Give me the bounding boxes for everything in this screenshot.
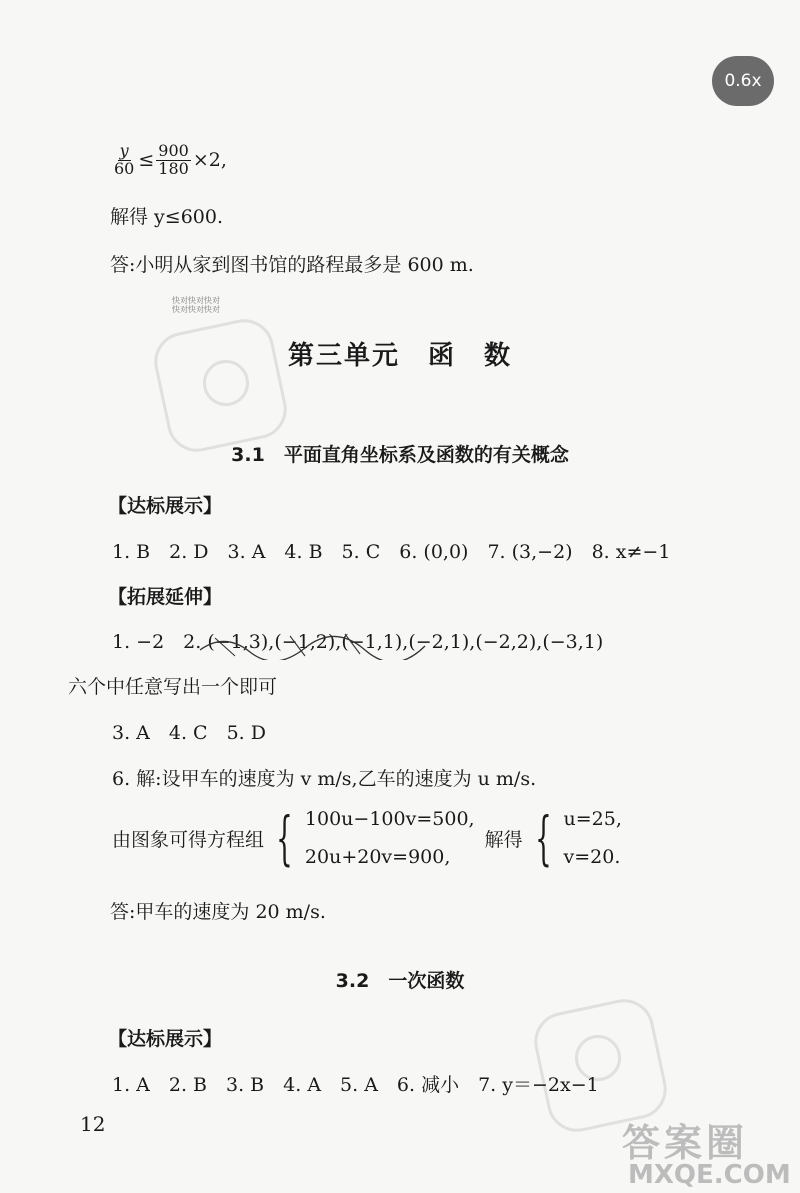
fraction-denominator: 180 bbox=[158, 158, 189, 178]
answers-line: 1. B 2. D 3. A 4. B 5. C 6. (0,0) 7. (3,−2) 8. x≠−1 bbox=[112, 541, 671, 563]
section-part-header: 【达标展示】 bbox=[108, 1028, 223, 1050]
left-brace: { bbox=[276, 804, 293, 872]
solution-2: v=20. bbox=[563, 846, 621, 868]
section-part-header: 【达标展示】 bbox=[108, 495, 223, 517]
equation-system-line bbox=[112, 804, 622, 872]
equation-2: 20u+20v=900, bbox=[304, 846, 451, 868]
extension-answer-line: 1. −2 2. (−1,3),(−1,2),(−1,1),(−2,1),(−2,2),(−3,1) bbox=[112, 631, 604, 653]
page-number: 12 bbox=[80, 1112, 106, 1136]
answers-line: 1. A 2. B 3. B 4. A 5. A 6. 减小 7. y＝−2x−1 bbox=[112, 1074, 599, 1096]
fraction-numerator: y bbox=[119, 141, 129, 160]
inequality-line bbox=[112, 143, 227, 178]
unit-title: 第三单元 函 数 bbox=[287, 341, 512, 371]
system-intro: 由图象可得方程组 bbox=[112, 828, 265, 851]
stamp-text bbox=[172, 297, 220, 315]
solution-system bbox=[564, 808, 622, 868]
solve-word: 解得 bbox=[484, 828, 523, 851]
fraction-denominator: 60 bbox=[114, 158, 135, 178]
answer-line: 答:小明从家到图书馆的路程最多是 600 m. bbox=[110, 254, 474, 276]
logo-site-text: MXQE.COM bbox=[628, 1160, 791, 1190]
left-brace: { bbox=[534, 804, 552, 872]
leq-symbol: ≤ bbox=[138, 148, 155, 171]
equation-system bbox=[305, 808, 475, 868]
extension-answer-line: 六个中任意写出一个即可 bbox=[68, 676, 278, 698]
answer-line: 答:甲车的速度为 20 m/s. bbox=[110, 901, 326, 923]
stamp-line: 快对快对快对 bbox=[172, 304, 220, 314]
equation-1: 100u−100v=500, bbox=[304, 808, 475, 830]
section-title: 3.2 一次函数 bbox=[335, 970, 465, 992]
section-part-header: 【拓展延伸】 bbox=[108, 586, 223, 608]
fraction-numerator: 900 bbox=[158, 141, 189, 160]
zoom-level-badge[interactable]: 0.6x bbox=[712, 56, 774, 106]
site-watermark-logo bbox=[600, 1110, 800, 1193]
section-title: 3.1 平面直角坐标系及函数的有关概念 bbox=[231, 444, 569, 466]
times-two: ×2, bbox=[192, 148, 227, 171]
extension-answer-line: 6. 解:设甲车的速度为 v m/s,乙车的速度为 u m/s. bbox=[112, 768, 537, 790]
extension-answer-line: 3. A 4. C 5. D bbox=[112, 722, 266, 744]
fraction-y-over-60 bbox=[112, 143, 136, 178]
solve-line: 解得 y≤600. bbox=[110, 206, 223, 228]
stamp-line: 快对快对快对 bbox=[172, 296, 220, 305]
handwritten-scribble-mark bbox=[195, 630, 475, 660]
fraction-900-over-180 bbox=[156, 143, 191, 178]
solution-1: u=25, bbox=[563, 808, 622, 830]
logo-text: 答案圈 bbox=[622, 1121, 749, 1165]
